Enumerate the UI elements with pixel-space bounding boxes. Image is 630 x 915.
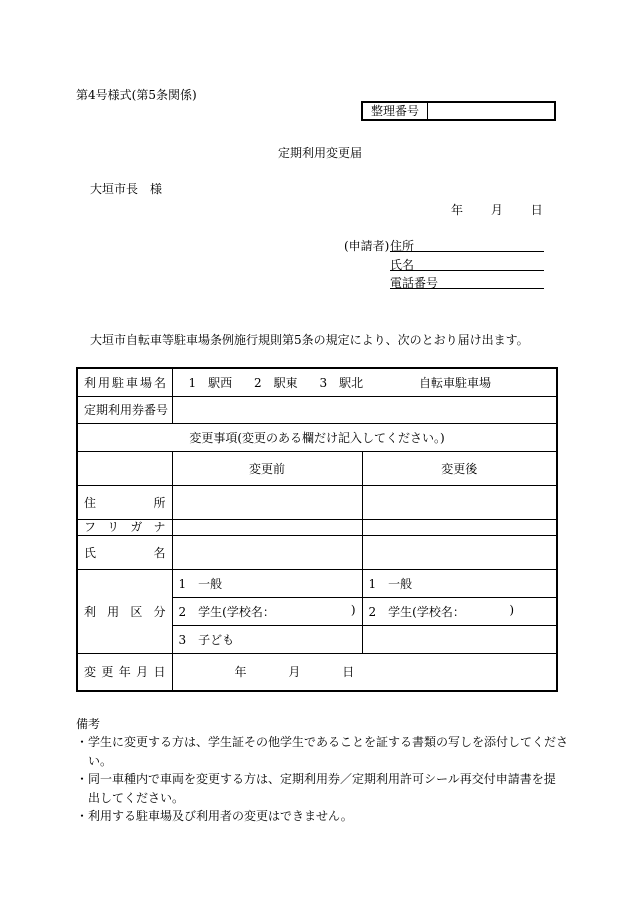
applicant-phone-label: 電話番号 (390, 276, 439, 290)
note-line: ・学生に変更する方は、学生証その他学生であることを証する書類の写しを添付してくださ (76, 735, 569, 749)
after-furigana-field[interactable] (362, 519, 557, 535)
after-option-student[interactable]: 2 学生(学校名： ) (362, 597, 557, 625)
change-date-label-cell: 変 更 年 月 日 (77, 653, 172, 691)
before-option-general[interactable]: 1 一般 (172, 569, 362, 597)
before-option-child[interactable]: 3 子ども (172, 625, 362, 653)
after-name-field[interactable] (362, 535, 557, 569)
parking-label: 利用駐車場名 (84, 375, 169, 390)
body-text: 大垣市自転車等駐車場条例施行規則第5条の規定により、次のとおり届け出ます。 (90, 333, 529, 347)
seiri-field[interactable] (428, 103, 554, 119)
applicant-address-label: 住所 (390, 239, 415, 253)
seiri-label: 整理番号 (363, 103, 428, 119)
ticket-label: 定期利用券番号 (84, 403, 169, 417)
applicant-address-field[interactable] (390, 237, 544, 252)
change-form-table (76, 367, 558, 692)
parking-option-1[interactable]: 1 駅西 (188, 375, 233, 390)
change-date-field[interactable]: 年 月 日 (172, 653, 557, 691)
parking-option-2[interactable]: 2 駅東 (254, 375, 298, 390)
category-label-cell: 利 用 区 分 (77, 569, 172, 653)
after-address-field[interactable] (362, 485, 557, 519)
blank-header-cell (77, 451, 172, 485)
before-address-field[interactable] (172, 485, 362, 519)
before-name-field[interactable] (172, 535, 362, 569)
seiri-box (361, 101, 556, 121)
name-label-cell: 氏 名 (77, 535, 172, 569)
notes-heading: 備考 (76, 717, 101, 731)
note-line: い。 (76, 753, 113, 768)
before-furigana-field[interactable] (172, 519, 362, 535)
note-line: 出してください。 (76, 790, 185, 805)
note-line: ・利用する駐車場及び利用者の変更はできません。 (76, 809, 353, 823)
ticket-label-cell (77, 396, 172, 423)
before-header: 変更前 (172, 451, 362, 485)
submit-date (451, 201, 543, 218)
date-day: 日 (530, 203, 543, 217)
after-header: 変更後 (362, 451, 557, 485)
addressee: 大垣市長 様 (90, 182, 163, 196)
applicant-label: (申請者) (344, 239, 390, 253)
before-option-student[interactable]: 2 学生(学校名： ) (172, 597, 362, 625)
form-title: 定期利用変更届 (278, 146, 363, 160)
date-year: 年 (451, 203, 464, 217)
form-number: 第4号様式(第5条関係) (76, 88, 197, 102)
applicant-name-field[interactable] (390, 256, 544, 271)
furigana-label-cell: フ リ ガ ナ (77, 519, 172, 535)
changes-header: 変更事項(変更のある欄だけ記入してください。) (77, 423, 557, 451)
after-option-general[interactable]: 1 一般 (362, 569, 557, 597)
address-label-cell: 住 所 (77, 485, 172, 519)
after-option-empty (362, 625, 557, 653)
applicant-name-label: 氏名 (390, 258, 415, 272)
note-line: ・同一車種内で車両を変更する方は、定期利用券／定期利用許可シール再交付申請書を提 (76, 772, 556, 786)
ticket-number-field[interactable] (172, 396, 557, 423)
parking-option-3[interactable]: 3 駅北 (319, 375, 364, 390)
notes-list (76, 733, 568, 826)
parking-suffix: 自転車駐車場 (419, 375, 492, 390)
applicant-phone-field[interactable] (390, 274, 544, 289)
parking-options-cell (172, 368, 557, 396)
date-month: 月 (490, 203, 503, 217)
parking-label-cell (77, 368, 172, 396)
